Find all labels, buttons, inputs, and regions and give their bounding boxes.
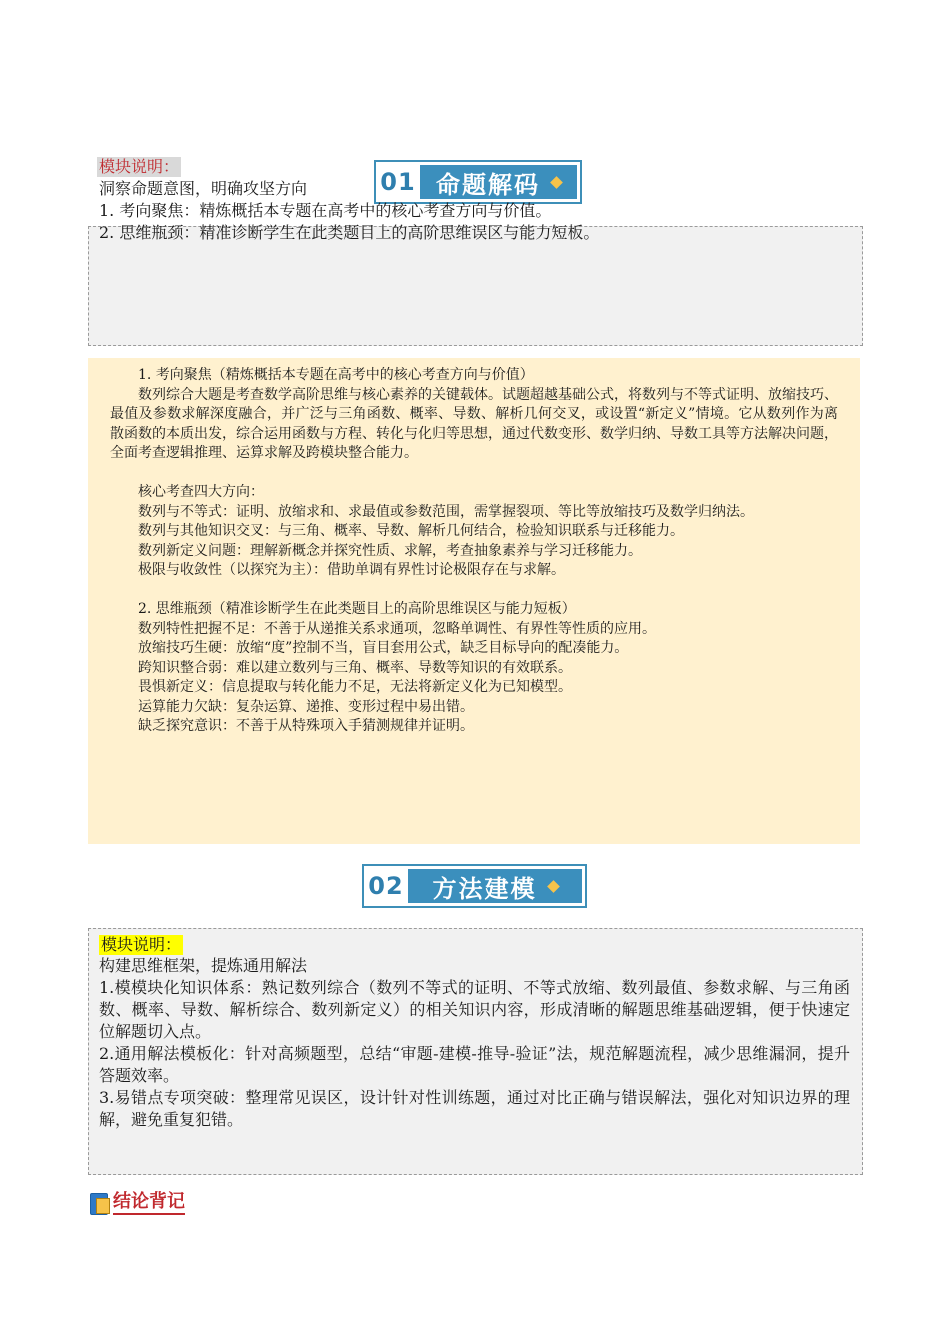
section2-title-bar xyxy=(408,869,582,903)
section2-title: 方法建模 xyxy=(432,874,537,903)
section1-content-box xyxy=(88,358,860,844)
section1-module-label: 模块说明： xyxy=(99,157,180,176)
bottleneck-item: 运算能力欠缺：复杂运算、递推、变形过程中易出错。 xyxy=(138,698,474,715)
bottleneck-item: 跨知识整合弱：难以建立数列与三角、概率、导数等知识的有效联系。 xyxy=(138,659,572,676)
bottleneck-item: 放缩技巧生硬：放缩“度”控制不当，盲目套用公式，缺乏目标导向的配凑能力。 xyxy=(138,640,629,656)
book-icon xyxy=(88,1191,110,1215)
section1-title: 命题解码 xyxy=(436,170,540,199)
direction-item: 数列与不等式：证明、放缩求和、求最值或参数范围，需掌握裂项、等比等放缩技巧及数学归纳法。 xyxy=(138,503,754,520)
section2-module-item-3: 3.易错点专项突破：整理常见误区，设计针对性训练题，通过对比正确与错误解法，强化对知识边界的理解，避免重复犯错。 xyxy=(99,1088,850,1129)
section1-number: 01 xyxy=(380,168,416,196)
section1-header-badge xyxy=(374,160,582,204)
section2-module-item-2: 2.通用解法模板化：针对高频题型，总结“审题-建模-推导-验证”法，规范解题流程，减少思维漏洞，提升答题效率。 xyxy=(99,1044,850,1085)
section1-module-box xyxy=(88,226,863,346)
section1-title-bar xyxy=(420,165,577,199)
conclusion-section-tag xyxy=(88,1188,185,1218)
section1-module-item-1: 1. 考向聚焦：精炼概括本专题在高考中的核心考查方向与价值。 xyxy=(99,201,552,220)
direction-item: 数列与其他知识交叉：与三角、概率、导数、解析几何结合，检验知识联系与迁移能力。 xyxy=(138,523,684,539)
bottleneck-item: 畏惧新定义：信息提取与转化能力不足，无法将新定义化为已知模型。 xyxy=(138,679,572,695)
focus-body: 数列综合大题是考查数学高阶思维与核心素养的关键载体。试题超越基础公式，将数列与不等式证明、放缩技巧、最值及参数求解深度融合，并广泛与三角函数、概率、导数、解析几何交叉，或设置“新定义”情境。它从数列作为离散函数的本质出发，综合运用函数与方程、转化与化归等思想，通过代数变形、数学归纳、导数工具等方法解决问题，全面考查逻辑推理、运算求解及跨模块整合能力。 xyxy=(110,386,838,461)
bottleneck-item: 数列特性把握不足：不善于从递推关系求通项，忽略单调性、有界性等性质的应用。 xyxy=(138,620,656,637)
section1-module-intro: 洞察命题意图，明确攻坚方向 xyxy=(99,179,308,198)
section2-header-badge xyxy=(362,864,587,908)
bottleneck-item: 缺乏探究意识：不善于从特殊项入手猜测规律并证明。 xyxy=(138,718,474,734)
diamond-icon xyxy=(550,176,563,189)
section2-number: 02 xyxy=(368,872,404,900)
direction-item: 极限与收敛性（以探究为主）：借助单调有界性讨论极限存在与求解。 xyxy=(138,562,565,578)
bottleneck-heading: 2. 思维瓶颈（精准诊断学生在此类题目上的高阶思维误区与能力短板） xyxy=(138,601,576,617)
diamond-icon xyxy=(547,880,560,893)
focus-heading: 1. 考向聚焦（精炼概括本专题在高考中的核心考查方向与价值） xyxy=(138,367,534,383)
conclusion-label: 结论背记 xyxy=(113,1191,185,1215)
direction-item: 数列新定义问题：理解新概念并探究性质、求解，考查抽象素养与学习迁移能力。 xyxy=(138,542,642,559)
directions-heading: 核心考查四大方向： xyxy=(138,484,264,500)
section2-module-label: 模块说明： xyxy=(101,935,182,954)
section2-module-intro: 构建思维框架，提炼通用解法 xyxy=(99,956,308,975)
section2-module-box xyxy=(88,928,863,1175)
section1-module-item-2: 2. 思维瓶颈：精准诊断学生在此类题目上的高阶思维误区与能力短板。 xyxy=(99,223,600,242)
section2-module-item-1: 1.模模块化知识体系：熟记数列综合（数列不等式的证明、不等式放缩、数列最值、参数求解、与三角函数、概率、导数、解析综合、数列新定义）的相关知识内容，形成清晰的解题思维基础逻辑，便于快速定位解题切入点。 xyxy=(99,978,850,1041)
